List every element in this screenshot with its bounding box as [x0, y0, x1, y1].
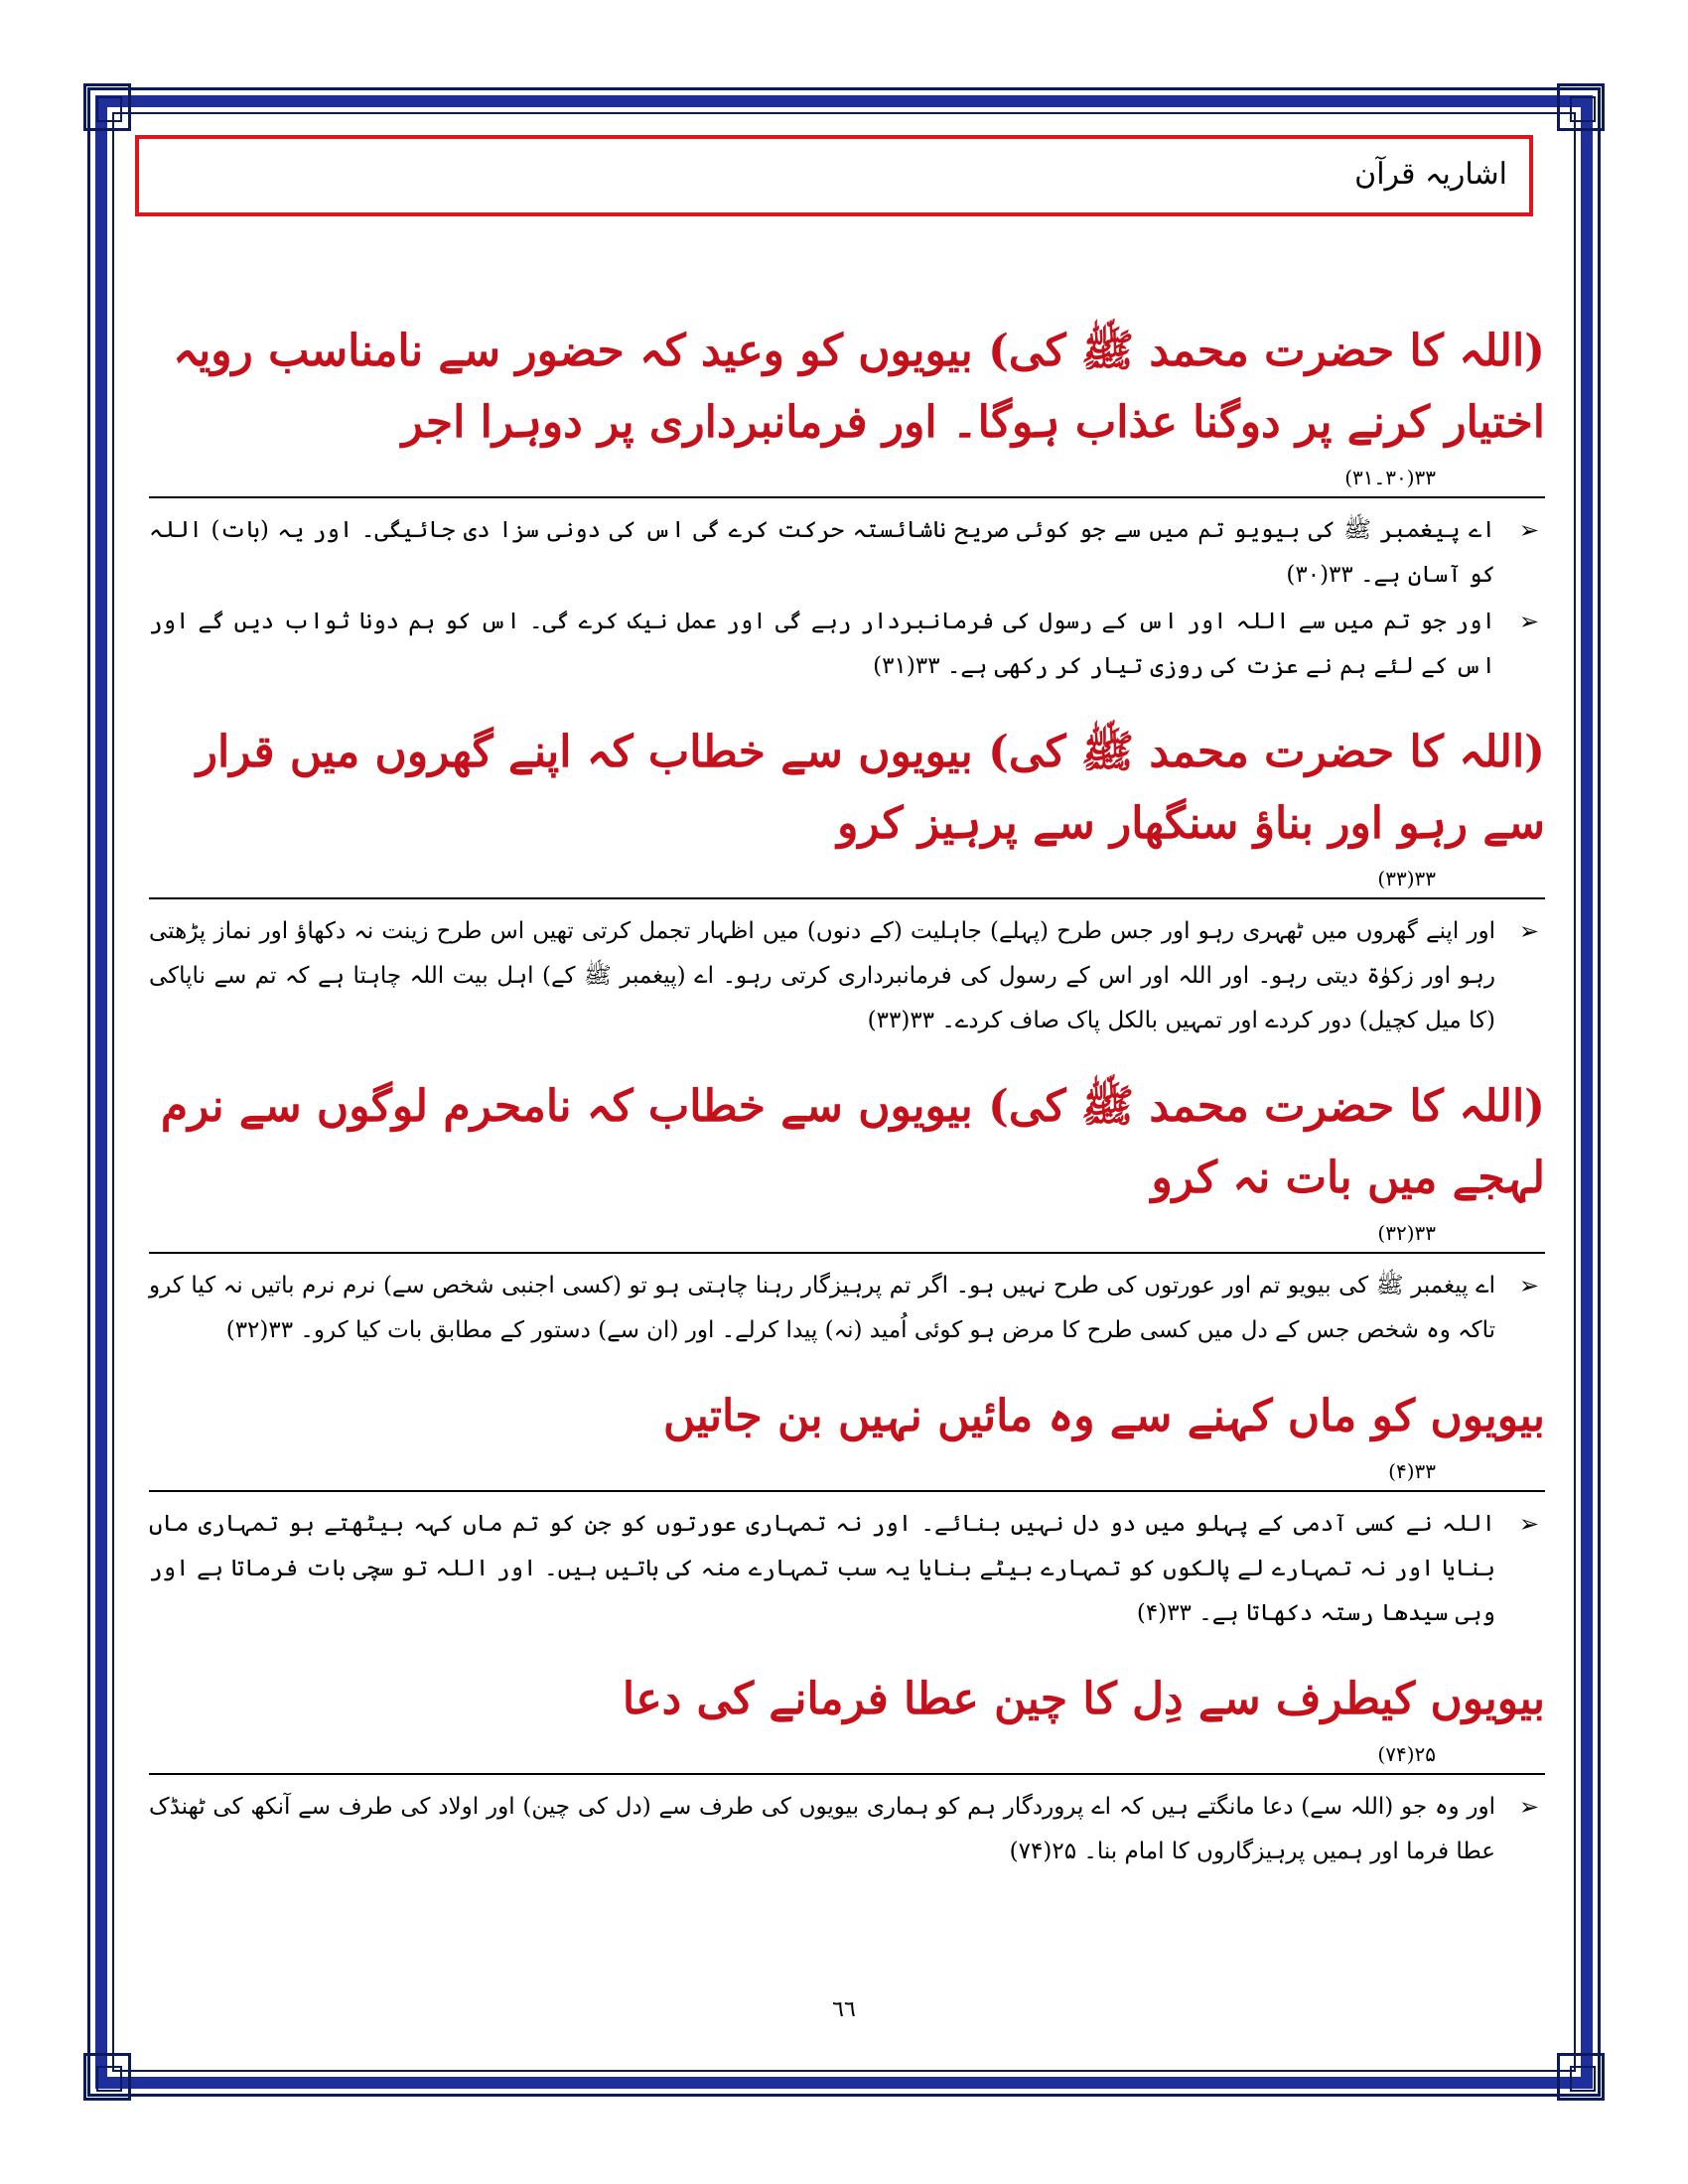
arrow-bullet-icon: ➢: [1518, 516, 1539, 544]
section-5: [149, 1664, 1545, 1874]
verse-list: [149, 1785, 1545, 1874]
section-divider: [149, 1252, 1545, 1254]
section-title: (اللہ کا حضرت محمد ﷺ کی) بیویوں سے خطاب کہ اپنے گھروں میں قرار سے رہو اور بناؤ سنگھار سے پرہیز کرو: [196, 727, 1545, 849]
verse-text: اور اپنے گھروں میں ٹھہری رہو اور جس طرح (پہلے) جاہلیت (کے دنوں) میں اظہار تجمل کرتی تھیں اس طرح زینت نہ دکھاؤ اور نماز پڑھتی رہو اور زکوٰۃ دیتی رہو۔ اور اللہ اور اس کے رسول کی فرمانبرداری کرتی رہو۔ اے (پیغمبر ﷺ کے) اہل بیت اللہ چاہتا ہے کہ تم سے ناپاکی (کا میل کچیل) دور کردے اور تمہیں بالکل پاک صاف کردے۔ ۳۳(۳۳): [149, 918, 1495, 1033]
corner-ornament: [83, 83, 131, 131]
corner-ornament: [83, 2053, 131, 2101]
verse-item: [149, 508, 1545, 598]
verse-list: [149, 1502, 1545, 1636]
section-4: [149, 1381, 1545, 1636]
corner-ornament: [1557, 83, 1605, 131]
section-reference: ۳۳(۳۲): [1377, 1221, 1436, 1245]
section-title: (اللہ کا حضرت محمد ﷺ کی) بیویوں سے خطاب کہ نامحرم لوگوں سے نرم لہجے میں بات نہ کرو: [160, 1081, 1545, 1203]
header-box: [135, 135, 1533, 216]
arrow-bullet-icon: ➢: [1518, 917, 1539, 945]
verse-text: اللہ نے کسی آدمی کے پہلو میں دو دل نہیں بنائے۔ اور نہ تمہاری عورتوں کو جن کو تم ماں کہہ بیٹھتے ہو تمہاری ماں بنایا اور نہ تمہارے لے پالکوں کو تمہارے بیٹے بنایا یہ سب تمہارے منہ کی باتیں ہیں۔ اور اللہ تو سچی بات فرماتا ہے اور وہی سیدھا رستہ دکھاتا ہے۔ ۳۳(۴): [149, 1511, 1495, 1626]
verse-list: [149, 508, 1545, 689]
section-divider: [149, 496, 1545, 498]
section-title: بیویوں کو ماں کہنے سے وہ مائیں نہیں بن جاتیں: [663, 1391, 1545, 1441]
arrow-bullet-icon: ➢: [1518, 1272, 1539, 1299]
section-2: [149, 717, 1545, 1043]
verse-item: [149, 600, 1545, 689]
section-reference: ۳۳(۳۳): [1377, 867, 1436, 890]
section-title: (اللہ کا حضرت محمد ﷺ کی) بیویوں کو وعید کہ حضور سے نامناسب رویہ اختیار کرنے پر دوگنا عذاب ہوگا۔ اور فرمانبرداری پر دوہرا اجر: [173, 326, 1545, 448]
section-divider: [149, 1490, 1545, 1492]
page-header-title: اشاریہ قرآن: [1354, 157, 1507, 192]
corner-ornament: [1557, 2053, 1605, 2101]
verse-item: [149, 1264, 1545, 1353]
arrow-bullet-icon: ➢: [1518, 608, 1539, 635]
document-body: [149, 316, 1545, 1876]
section-reference: ۳۳(۴): [1388, 1459, 1436, 1483]
section-reference: ۲۵(۷۴): [1377, 1742, 1436, 1766]
section-reference: ۳۳(۳۰۔۳۱): [1344, 466, 1436, 489]
section-divider: [149, 897, 1545, 899]
section-title: بیویوں کیطرف سے دِل کا چین عطا فرمانے کی دعا: [622, 1674, 1545, 1724]
verse-text: اے پیغمبر ﷺ کی بیویو تم میں سے جو کوئی صریح ناشائستہ حرکت کرے گی اس کی دونی سزا دی جائیگی۔ اور یہ (بات) اللہ کو آسان ہے۔ ۳۳(۳۰): [149, 517, 1495, 588]
section-divider: [149, 1773, 1545, 1775]
arrow-bullet-icon: ➢: [1518, 1510, 1539, 1538]
verse-text: اور جو تم میں سے اللہ اور اس کے رسول کی فرمانبردار رہے گی اور عمل نیک کرے گی۔ اس کو ہم دونا ثواب دیں گے اور اس کے لئے ہم نے عزت کی روزی تیار کر رکھی ہے۔ ۳۳(۳۱): [149, 609, 1495, 679]
verse-list: [149, 1264, 1545, 1353]
page-number: ٦٦: [832, 1997, 856, 2022]
verse-item: [149, 1502, 1545, 1636]
verse-item: [149, 1785, 1545, 1874]
verse-list: [149, 909, 1545, 1043]
section-3: [149, 1071, 1545, 1353]
verse-text: اے پیغمبر ﷺ کی بیویو تم اور عورتوں کی طرح نہیں ہو۔ اگر تم پرہیزگار رہنا چاہتی ہو تو (کسی اجنبی شخص سے) نرم نرم باتیں نہ کیا کرو تاکہ وہ شخص جس کے دل میں کسی طرح کا مرض ہو کوئی اُمید (نہ) پیدا کرلے۔ اور (ان سے) دستور کے مطابق بات کیا کرو۔ ۳۳(۳۲): [149, 1273, 1495, 1343]
arrow-bullet-icon: ➢: [1518, 1793, 1539, 1821]
verse-item: [149, 909, 1545, 1043]
section-1: [149, 316, 1545, 689]
verse-text: اور وہ جو (اللہ سے) دعا مانگتے ہیں کہ اے پروردگار ہم کو ہماری بیویوں کی طرف سے (دل کی چین) اور اولاد کی طرف سے آنکھ کی ٹھنڈک عطا فرما اور ہمیں پرہیزگاروں کا امام بنا۔ ۲۵(۷۴): [149, 1794, 1495, 1864]
